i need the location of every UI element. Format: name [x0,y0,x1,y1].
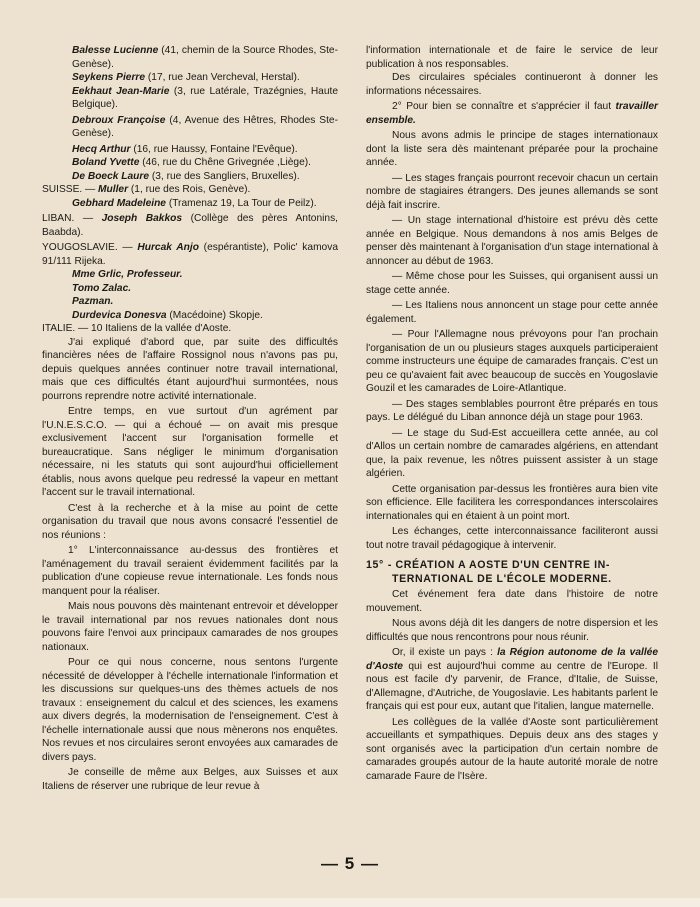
body-paragraph [366,100,658,127]
body-paragraph: — Même chose pour les Suisses, qui organisent aussi un stage cette année. [366,271,658,296]
body-paragraph: J'ai expliqué d'abord que, par suite des difficultés financières nées de l'affaire Rossignol nous n'avons pas pu, depuis quelques années continuer notre travail international, mais que ces difficultés étant aujourd'hui surmontées, nous pourrons reprendre notre activité internationale. [42,336,338,402]
person-name: Mme Grlic, Professeur. [72,269,183,280]
paragraph-text: Or, il existe un pays : [392,647,498,658]
body-paragraph: C'est à la recherche et à la mise au point de cette organisation du travail que nous avons consacré l'essentiel de nos réunions : [42,502,338,541]
person-name: Hurcak Anjo [137,242,199,253]
person-name: Eekhaut Jean-Marie [72,85,170,97]
address-entry [42,44,338,71]
country-entry-italie: ITALIE. — 10 Italiens de la vallée d'Aoste. [42,323,232,334]
address-text: (Collège des pères Antonins, Baabda). [42,213,338,238]
body-paragraph: — Pour l'Allemagne nous prévoyons pour l'an prochain l'organisation de un ou plusieurs stages auxquels participeraient comme instructeurs une équipe de camarades français. C'est un peu ce qu'avaient fait avec beaucoup de succès en Yougoslavie Gouzil et les camarades de Loire-Atlantique. [366,329,658,394]
body-paragraph: Cet événement fera date dans l'histoire de notre mouvement. [366,589,658,614]
address-text: (46, rue du Chêne Grivegnée ,Liège). [139,157,311,168]
person-name: Boland Yvette [72,157,140,168]
body-paragraph: Je conseille de même aux Belges, aux Suisses et aux Italiens de réserver une rubrique de leur revue à [42,767,338,792]
address-entry [42,71,338,85]
right-column [366,44,658,783]
address-text: (17, rue Jean Vercheval, Herstal). [145,72,300,83]
emphasis-text: travailler ensemble. [366,101,658,126]
address-entry [42,114,338,141]
address-text: (3, rue Latérale, Trazégnies, Haute Belgique). [72,85,339,110]
body-paragraph: — Un stage international d'histoire est prévu dès cette année en Belgique. Nous demandons à nos amis Belges de penser dès maintenant à l'organisation d'un stage international à annoncer au début de 1963. [366,215,658,267]
address-text: (4, Avenue des Hêtres, Rhodes Ste-Genèse). [72,114,338,139]
body-paragraph: Cette organisation par-dessus les frontières aura bien vite son efficience. Elle facilitera les correspondances interscolaires internationales qui en étaient à un point mort. [366,483,658,522]
person-name: Joseph Bakkos [101,213,183,224]
body-paragraph: Mais nous pouvons dès maintenant entrevoir et développer le travail international par nos revues nationales dont nous pouvons faire l'envoi aux principaux camarades de nos groupes nationaux. [42,601,338,653]
country-label: SUISSE. — [42,184,99,195]
body-paragraph: l'information internationale et de faire le service de leur publication à nos responsables. [366,45,658,70]
body-paragraph: Entre temps, en vue surtout d'un agrément par l'U.N.E.S.C.O. — qui a échoué — on avait mis presque exclusivement l'accent sur l'organisation formelle et bureaucratique. Sans négliger le minimum d'organisation nécessaire, ni les statuts qui sont aujourd'hui officiellement établis, nous avons quelque peu redressé la vapeur en mettant l'accent sur le travail international. [42,406,338,498]
address-text: (Tramenaz 19, La Tour de Peilz). [165,197,317,209]
body-paragraph: — Le stage du Sud-Est accueillera cette année, au col d'Allos un certain nombre de camarades algériens, en attendant que, la paix revenue, les nôtres puissent assister à un stage algérien. [366,427,658,479]
left-column [42,44,338,793]
body-paragraph: 1° L'interconnaissance au-dessus des frontières et l'aménagement du travail seraient évidemment facilités par la publication d'une copieuse revue internationale. Les fonds nous manquent pour la réaliser. [42,545,338,597]
body-paragraph: — Les stages français pourront recevoir chacun un certain nombre de stagiaires étrangers. Des jeunes allemands se sont déjà fait inscrire. [366,172,658,211]
address-text: (41, chemin de la Source Rhodes, Ste-Genèse). [72,45,338,70]
country-label: LIBAN. — [42,213,102,224]
country-entry-suisse [42,183,338,197]
person-name: Seykens Pierre [72,72,146,83]
body-paragraph: Nous avons admis le principe de stages internationaux dont la liste sera dès maintenant préparée pour la prochaine année. [366,130,658,168]
person-name: Durdevica Donesva [72,309,167,321]
body-paragraph: — Les Italiens nous annoncent un stage pour cette année également. [366,300,658,325]
person-name: Balesse Lucienne [72,45,159,56]
page-bottom-edge [0,898,700,907]
body-paragraph: Nous avons déjà dit les dangers de notre dispersion et les difficultés que nous rencontrons pour nous réunir. [366,618,658,643]
address-text: (Macédoine) Skopje. [166,309,263,321]
person-name: Tomo Zalac. [72,282,132,294]
body-paragraph: Pour ce qui nous concerne, nous sentons l'urgente nécessité de développer à l'échelle internationale l'information et les discussions sur quelques-uns des thèmes actuels de nos travaux : enseignement du calcul et des sciences, les examens aux divers degrés, la modernisation de l'enseignement. C'est à l'échelle internationale aussi que nous mènerons nos enquêtes. Nos revues et nos circulaires seront envoyées aux camarades de divers pays. [42,657,338,763]
section-title-line: TERNATIONAL DE L'ÉCOLE MODERNE. [392,573,612,585]
body-paragraph: Les échanges, cette interconnaissance faciliteront aussi tout notre travail pédagogique à intervenir. [366,526,658,551]
person-name: Hecq Arthur [72,143,131,155]
paragraph-text: 2° Pour bien se connaître et s'apprécier il faut [392,101,616,112]
country-entry-liban [42,212,338,239]
body-paragraph [366,646,658,714]
person-name: Muller [98,184,129,195]
address-entry [42,143,338,157]
page-number: — 5 — [321,854,379,873]
section-number: 15° [366,559,384,571]
address-text: (16, rue Haussy, Fontaine l'Evêque). [130,143,298,155]
address-entry [42,170,338,184]
person-name: Pazman. [72,296,114,307]
address-entry [42,309,338,323]
address-text: (espérantiste), Polic' kamova 91/111 Rijeka. [42,242,338,267]
paragraph-text: qui est aujourd'hui comme au centre de l'Europe. Il nous est facile d'y parvenir, de France, d'Italie, de Suisse, d'Allemagne, d'Autriche, de Yougoslavie. Les habitants parlent le français qui est pour eux, autant que l'italien, langue maternelle. [366,660,658,712]
section-heading [366,558,658,586]
person-name: Gebhard Madeleine [72,197,166,209]
person-name: Debroux Françoise [72,114,166,126]
country-entry-yougoslavie [42,241,338,268]
address-text: (1, rue des Rois, Genève). [128,184,251,195]
address-text: (3, rue des Sangliers, Bruxelles). [149,170,300,182]
person-name: De Boeck Laure [72,170,150,182]
emphasis-text: la Région autonome de la vallée d'Aoste [366,647,659,672]
section-title-line: - CRÉATION A AOSTE D'UN CENTRE IN- [387,559,611,571]
address-entry [42,85,338,112]
address-entry [42,156,338,170]
body-paragraph: Les collègues de la vallée d'Aoste sont particulièrement accueillants et sympathiques. Depuis deux ans des stages y sont organisés avec la participation d'un certain nombre de camarades groupés autour de la haute autorité morale de notre camarade Faure de l'Isère. [366,716,658,782]
body-paragraph: Des circulaires spéciales continueront à donner les informations nécessaires. [366,72,658,97]
body-paragraph: — Des stages semblables pourront être préparés en tous pays. Le délégué du Liban annonce déjà un stage pour 1963. [366,398,658,423]
address-entry [42,197,338,211]
country-label: YOUGOSLAVIE. — [42,242,138,253]
